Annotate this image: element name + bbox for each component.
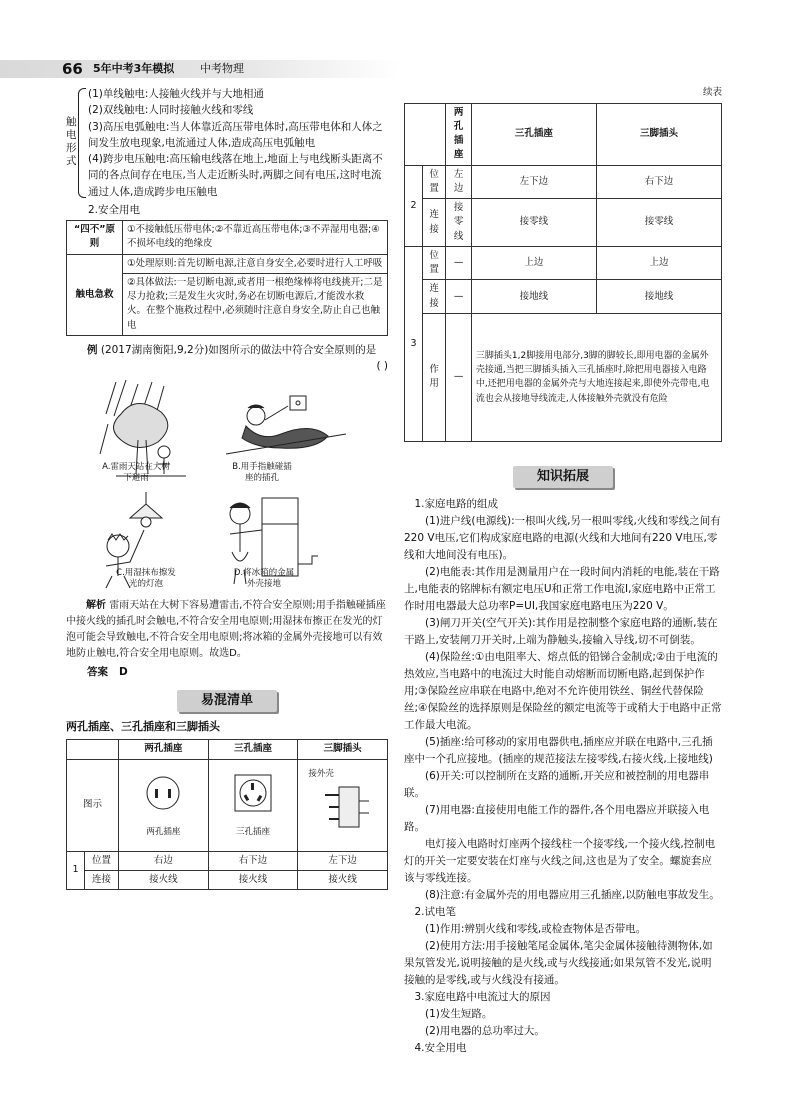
safety-title: 2.安全用电 xyxy=(88,203,141,216)
socket-table-continued xyxy=(404,103,722,442)
knowledge-paragraph: (6)开关:可以控制所在支路的通断,开关应和被控制的用电器串联。 xyxy=(404,769,710,799)
function-label: 作用 xyxy=(423,313,446,441)
header-empty xyxy=(405,103,446,165)
header-three-pin: 三脚插头 xyxy=(596,103,721,165)
knowledge-paragraph: 电灯接入电路时灯座两个接线柱一个接零线,一个接火线,控制电灯的开关一定要安装在灯座与火线之间,这也是为了安全。螺旋套应该与零线连接。 xyxy=(404,837,716,884)
header-two-hole: 两孔插座 xyxy=(446,103,472,165)
cell: — xyxy=(446,313,472,441)
four-no-principle-key: “四不”原则 xyxy=(67,221,123,255)
shock-item: (2)双线触电:人同时接触火线和零线 xyxy=(88,104,254,117)
cell: 接火线 xyxy=(298,870,388,889)
example-illustrations xyxy=(66,362,388,594)
position-label: 位置 xyxy=(85,851,119,870)
knowledge-heading: 2.试电笔 xyxy=(414,905,457,918)
example-label: 例 xyxy=(87,343,98,356)
three-hole-figure xyxy=(208,759,298,851)
row-number: 2 xyxy=(405,165,423,246)
analysis-text: 雷雨天站在大树下容易遭雷击,不符合安全原则;用手指触碰插座中接火线的插孔时会触电,不符合安全用电原则;用湿抹布擦正在发光的灯泡可能会导致触电,不符合安全用电原则;将冰箱的金属外壳接地可以有效地防止触电,符合安全用电原则。故选D。 xyxy=(66,600,386,660)
answer xyxy=(66,664,388,680)
cell: 左下边 xyxy=(471,165,596,199)
brace xyxy=(78,88,86,198)
subject-title: 中考物理 xyxy=(200,62,244,75)
knowledge-paragraph: (4)保险丝:①由电阻率大、熔点低的铅锑合金制成;②由于电流的热效应,当电路中的电流过大时能自动熔断而切断电路,起到保护作用;③保险丝应串联在电路中,绝对不允许使用铁丝、铜丝代替保险丝;④保险丝的选择原则是保险丝的额定电流等于或稍大于电路中正常工作最大电流。 xyxy=(404,650,722,731)
knowledge-paragraph: (8)注意:有金属外壳的用电器应用三孔插座,以防触电事故发生。 xyxy=(425,888,720,901)
cell: 右边 xyxy=(119,851,209,870)
answer-paren: ( ) xyxy=(376,360,388,373)
confusion-banner: 易混清单 xyxy=(177,690,277,712)
caption-a: A.雷雨天站在大树下避雨 xyxy=(102,462,170,483)
connection-label: 连接 xyxy=(423,199,446,247)
knowledge-paragraph: (2)电能表:其作用是测量用户在一段时间内消耗的电能,装在干路上,电能表的铭牌标有额定电压U和正常工作电流I,家庭电路中正常工作时用电器最大总功率P=UI,我国家庭电路电压为220 V。 xyxy=(404,565,720,612)
cell: — xyxy=(446,246,472,280)
caption-b: B.用手指触碰插座的插孔 xyxy=(232,462,292,483)
cell: 接零线 xyxy=(446,199,472,247)
cell: 接地线 xyxy=(471,280,596,314)
knowledge-section xyxy=(404,496,722,1057)
knowledge-paragraph: (1)作用:辨别火线和零线,或检查物体是否带电。 xyxy=(425,922,647,935)
example-text: (2017湖南衡阳,9,2分)如图所示的做法中符合安全原则的是 xyxy=(100,343,377,356)
cell: 左边 xyxy=(446,165,472,199)
analysis-label: 解析 xyxy=(86,600,106,612)
knowledge-paragraph: (2)使用方法:用手接触笔尾金属体,笔尖金属体接触待测物体,如果氖管发光,说明接触的是火线,或与火线接通;如果氖管不发光,说明接触的是零线,或与火线没有接通。 xyxy=(404,939,713,986)
socket-table xyxy=(66,739,388,890)
continued-label: 续表 xyxy=(702,87,722,98)
confusion-title: 两孔插座、三孔插座和三脚插头 xyxy=(66,720,220,734)
function-description: 三脚插头1,2脚接用电部分,3脚的脚较长,即用电器的金属外壳接通,当把三脚插头插入三孔插座时,除把用电器接入电路中,还把用电器的金属外壳与大地连接起来,即使外壳带电,电流也会从接地导线流走,人体接触外壳就没有危险 xyxy=(471,313,721,441)
cell: 左下边 xyxy=(298,851,388,870)
row-number: 3 xyxy=(405,246,423,441)
shock-forms-list xyxy=(66,86,388,200)
connection-label: 连接 xyxy=(85,870,119,889)
first-aid-method: ②具体做法:一是切断电源,或者用一根绝缘棒将电线挑开;二是尽力抢救;三是发生火灾时,务必在切断电源后,才能泼水救火。在整个施救过程中,必须随时注意自身安全,防止自己也触电 xyxy=(123,273,388,335)
header-three-hole: 三孔插座 xyxy=(471,103,596,165)
page-number: 66 xyxy=(62,60,83,78)
position-label: 位置 xyxy=(423,246,446,280)
cell: 右下边 xyxy=(596,165,721,199)
knowledge-heading: 1.家庭电路的组成 xyxy=(414,497,499,510)
cell: — xyxy=(446,280,472,314)
cell: 接零线 xyxy=(596,199,721,247)
knowledge-banner: 知识拓展 xyxy=(513,466,613,488)
caption-d: D.将冰箱的金属外壳接地 xyxy=(233,568,295,589)
three-pin-caption: 接外壳 xyxy=(308,769,334,780)
knowledge-paragraph: (1)进户线(电源线):一根叫火线,另一根叫零线,火线和零线之间有220 V电压,它们构成家庭电路的电源(火线和大地间有220 V电压,零线和大地间没有电压)。 xyxy=(404,514,721,561)
first-aid-key: 触电急救 xyxy=(67,254,123,335)
shock-item: (1)单线触电:人接触火线并与大地相通 xyxy=(88,88,264,100)
two-hole-caption: 两孔插座 xyxy=(146,827,181,838)
first-aid-principle: ①处理原则:首先切断电源,注意自身安全,必要时进行人工呼吸 xyxy=(123,254,388,273)
answer-value: D xyxy=(118,666,128,679)
three-pin-plug-icon xyxy=(313,781,373,837)
three-hole-caption: 三孔插座 xyxy=(235,827,270,838)
knowledge-heading: 3.家庭电路中电流过大的原因 xyxy=(414,990,551,1003)
shock-forms-side-label: 触电形式 xyxy=(66,116,77,167)
cell: 上边 xyxy=(471,246,596,280)
knowledge-paragraph: (7)用电器:直接使用电能工作的器件,各个用电器应并联接入电路。 xyxy=(404,803,710,833)
cell: 接地线 xyxy=(596,280,721,314)
header-empty xyxy=(67,740,119,759)
row-number: 1 xyxy=(67,851,85,890)
left-column xyxy=(66,86,388,890)
three-pin-figure xyxy=(298,759,388,851)
two-hole-socket-icon xyxy=(133,771,193,821)
figure-label: 图示 xyxy=(67,759,119,851)
knowledge-paragraph: (3)闸刀开关(空气开关):其作用是控制整个家庭电路的通断,装在干路上,安装闸刀开关时,上端为静触头,接输入导线,切不可倒装。 xyxy=(404,616,718,646)
shock-item: (3)高压电弧触电:当人体靠近高压带电体时,高压带电体和人体之间发生放电现象,电流通过人体,造成高压电弧触电 xyxy=(88,120,383,149)
cell: 上边 xyxy=(596,246,721,280)
header-three-hole: 三孔插座 xyxy=(208,740,298,759)
position-label: 位置 xyxy=(423,165,446,199)
book-title: 5年中考3年模拟 xyxy=(93,62,175,75)
connection-label: 连接 xyxy=(423,280,446,314)
knowledge-heading: 4.安全用电 xyxy=(414,1041,467,1054)
shock-item: (4)跨步电压触电:高压输电线落在地上,地面上与电线断头距离不同的各点间存在电压,当人走近断头时,两脚之间有电压,这时电流通过人体,造成跨步电压触电 xyxy=(88,153,383,198)
answer-label: 答案 xyxy=(87,666,108,679)
two-hole-figure xyxy=(119,759,209,851)
socket-touch-illustration xyxy=(226,396,346,454)
caption-c: C.用湿抹布擦发光的灯泡 xyxy=(116,568,176,589)
four-no-principle-value: ①不接触低压带电体;②不靠近高压带电体;③不弄湿用电器;④不损坏电线的绝缘皮 xyxy=(123,221,388,255)
cell: 接火线 xyxy=(119,870,209,889)
header-two-hole: 两孔插座 xyxy=(119,740,209,759)
knowledge-paragraph: (2)用电器的总功率过大。 xyxy=(425,1024,545,1037)
safety-table xyxy=(66,220,388,336)
three-hole-socket-icon xyxy=(223,771,283,821)
cell: 接零线 xyxy=(471,199,596,247)
knowledge-paragraph: (5)插座:给可移动的家用电器供电,插座应并联在电路中,三孔插座中一个孔应接地。(插座的规范接法左接零线,右接火线,上接地线) xyxy=(404,735,713,765)
page-header xyxy=(0,60,400,78)
example-block xyxy=(66,342,388,373)
knowledge-paragraph: (1)发生短路。 xyxy=(425,1007,493,1020)
analysis xyxy=(66,598,388,662)
header-three-pin: 三脚插头 xyxy=(298,740,388,759)
cell: 右下边 xyxy=(208,851,298,870)
cell: 接火线 xyxy=(208,870,298,889)
right-column xyxy=(404,86,722,1057)
